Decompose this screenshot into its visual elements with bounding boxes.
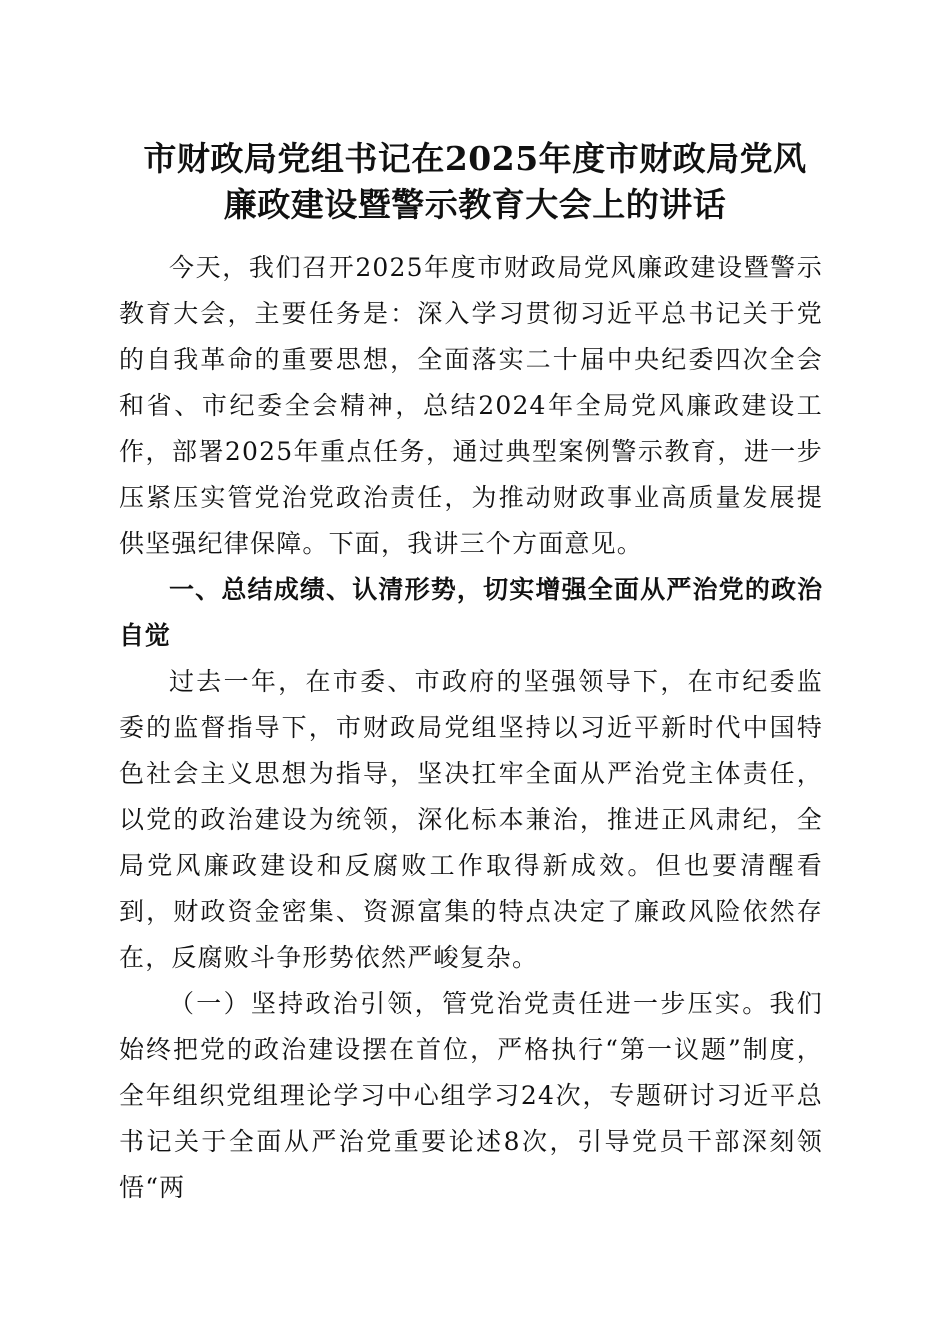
subsection-1-text: 我们始终把党的政治建设摆在首位，严格执行“第一议题”制度，全年组织党组理论学习中心组学习24次，专题研讨习近平总书记关于全面从严治党重要论述8次，引导党员干部深刻领悟“两 — [119, 989, 823, 1202]
paragraph-subsection-1 — [119, 981, 823, 1211]
title-line-2: 廉政建设暨警示教育大会上的讲话 — [223, 185, 727, 224]
title-line-1: 市财政局党组书记在2025年度市财政局党风 — [143, 139, 807, 178]
paragraph-intro: 今天，我们召开2025年度市财政局党风廉政建设暨警示教育大会，主要任务是：深入学习贯彻习近平总书记关于党的自我革命的重要思想，全面落实二十届中央纪委四次全会和省、市纪委全会精神，总结2024年全局党风廉政建设工作，部署2025年重点任务，通过典型案例警示教育，进一步压紧压实管党治党政治责任，为推动财政事业高质量发展提供坚强纪律保障。下面，我讲三个方面意见。 — [119, 253, 823, 558]
section-heading-1: 一、总结成绩、认清形势，切实增强全面从严治党的政治自觉 — [119, 575, 823, 650]
document-body — [119, 245, 823, 1211]
paragraph-summary: 过去一年，在市委、市政府的坚强领导下，在市纪委监委的监督指导下，市财政局党组坚持以习近平新时代中国特色社会主义思想为指导，坚决扛牢全面从严治党主体责任，以党的政治建设为统领，深化标本兼治，推进正风肃纪，全局党风廉政建设和反腐败工作取得新成效。但也要清醒看到，财政资金密集、资源富集的特点决定了廉政风险依然存在，反腐败斗争形势依然严峻复杂。 — [119, 667, 823, 972]
document-title — [118, 136, 832, 228]
subsection-heading-1: （一）坚持政治引领，管党治党责任进一步压实。 — [169, 989, 770, 1018]
